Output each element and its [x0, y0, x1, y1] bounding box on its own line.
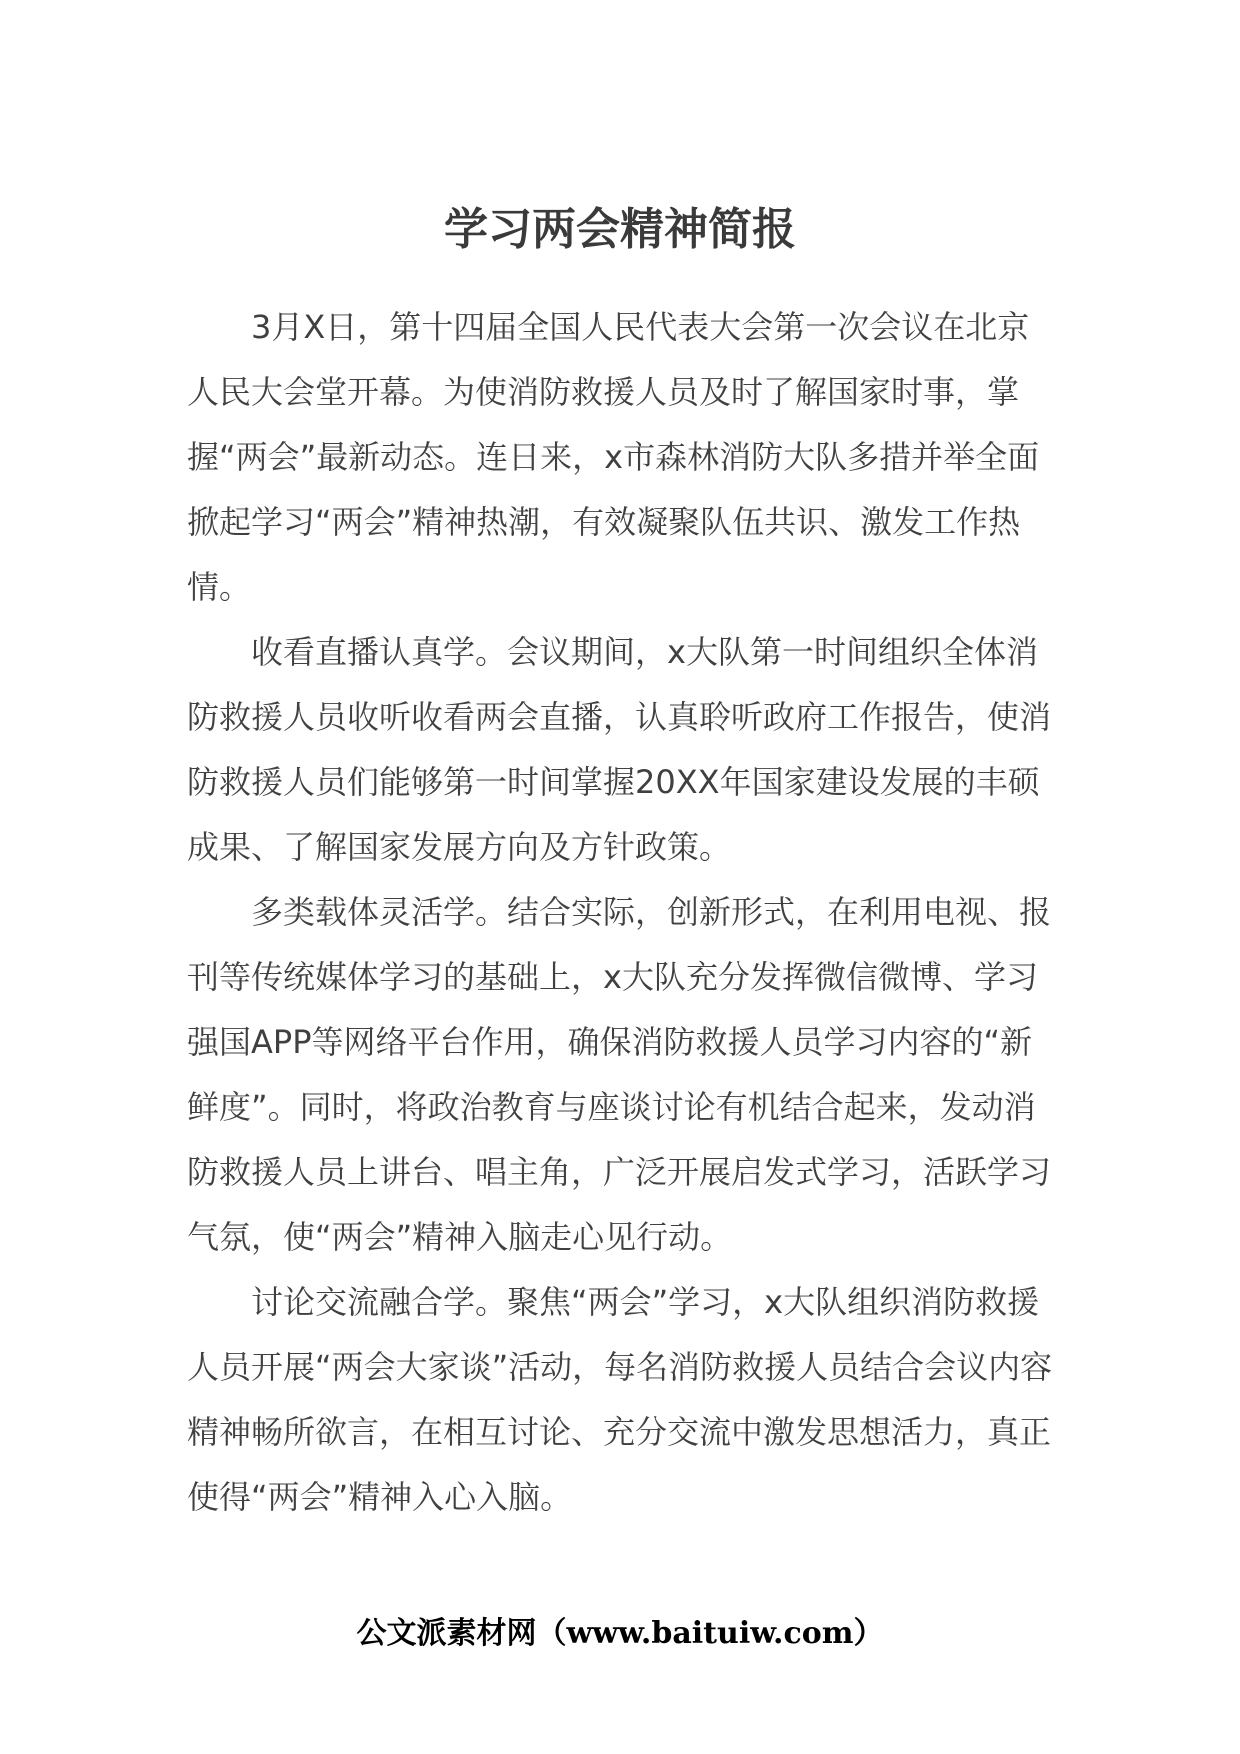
paragraph-live-broadcast: 收看直播认真学。会议期间，x大队第一时间组织全体消防救援人员收听收看两会直播，认真聆听政府工作报告，使消防救援人员们能够第一时间掌握20XX年国家建设发展的丰硕成果、了解国家发展方向及方针政策。: [187, 633, 1052, 866]
document-body: [187, 295, 1055, 1530]
paragraph-intro: 3月X日，第十四届全国人民代表大会第一次会议在北京人民大会堂开幕。为使消防救援人员及时了解国家时事，掌握“两会”最新动态。连日来，x市森林消防大队多措并举全面掀起学习“两会”精神热潮，有效凝聚队伍共识、激发工作热情。: [187, 308, 1040, 606]
paragraph-discussion: 讨论交流融合学。聚焦“两会”学习，x大队组织消防救援人员开展“两会大家谈”活动，每名消防救援人员结合会议内容精神畅所欲言，在相互讨论、充分交流中激发思想活力，真正使得“两会”精神入心入脑。: [187, 1283, 1053, 1516]
paragraph-multi-channel: 多类载体灵活学。结合实际，创新形式，在利用电视、报刊等传统媒体学习的基础上，x大队充分发挥微信微博、学习强国APP等网络平台作用，确保消防救援人员学习内容的“新鲜度”。同时，将政治教育与座谈讨论有机结合起来，发动消防救援人员上讲台、唱主角，广泛开展启发式学习，活跃学习气氛，使“两会”精神入脑走心见行动。: [187, 893, 1052, 1256]
document-title: 学习两会精神简报: [444, 204, 796, 255]
footer-source: 公文派素材网（www.baituiw.com）: [356, 1616, 884, 1651]
